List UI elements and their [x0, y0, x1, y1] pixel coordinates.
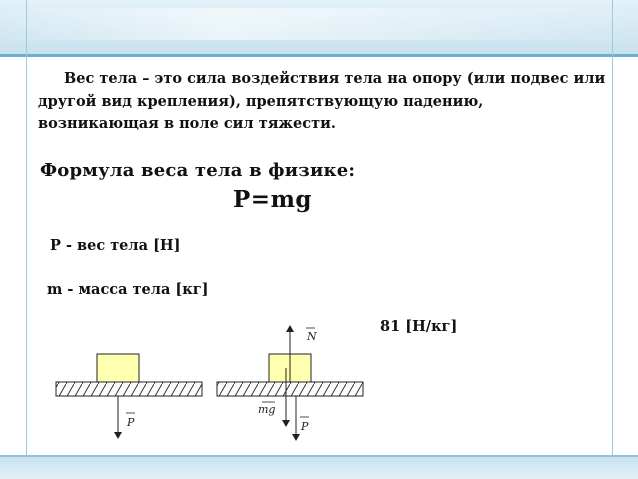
right-support-surface — [217, 382, 363, 396]
legend-gravity-partial: 81 [Н/кг] — [380, 318, 458, 335]
legend-weight: P - вес тела [Н] — [50, 237, 181, 254]
left-support-surface — [56, 382, 202, 396]
left-frame-line — [26, 0, 27, 479]
top-decor-band — [0, 0, 638, 54]
n-label: N — [307, 330, 317, 343]
weight-formula: P=mg — [233, 186, 312, 213]
mg-label: mg — [258, 403, 276, 416]
right-frame-line — [612, 0, 613, 479]
force-diagram — [42, 314, 372, 454]
right-p-label: P — [301, 420, 309, 433]
formula-heading: Формула веса тела в физике: — [40, 160, 356, 181]
top-decor-rule — [0, 54, 638, 57]
legend-mass: m - масса тела [кг] — [47, 281, 209, 298]
left-body-block — [97, 354, 139, 382]
force-diagram-svg — [42, 314, 372, 454]
left-p-label: P — [127, 416, 135, 429]
bottom-decor-band — [0, 457, 638, 479]
weight-definition: Вес тела – это сила воздействия тела на опору (или подвес или другой вид крепления), препятствующую падению, возникающая в поле сил тяжести. — [38, 70, 606, 132]
